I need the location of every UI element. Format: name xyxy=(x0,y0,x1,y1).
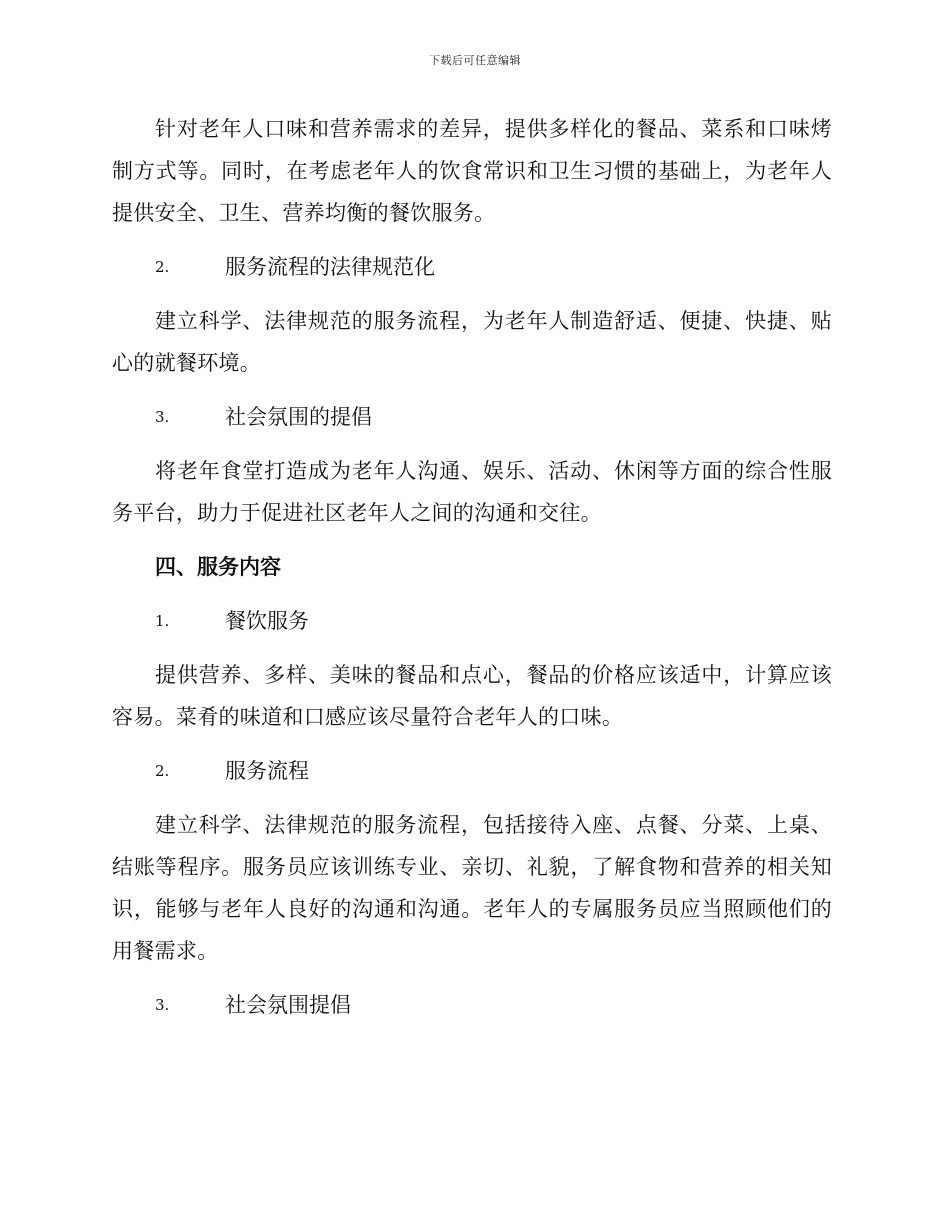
section-heading: 四、服务内容 xyxy=(155,554,281,579)
paragraph: 针对老年人口味和营养需求的差异，提供多样化的餐品、菜系和口味烤制方式等。同时，在考虑老年人的饮食常识和卫生习惯的基础上，为老年人提供安全、卫生、营养均衡的餐饮服务。 xyxy=(112,117,832,225)
spacer xyxy=(112,234,832,246)
document-body xyxy=(112,108,832,1026)
numbered-heading xyxy=(112,984,832,1026)
paragraph: 提供营养、多样、美味的餐品和点心，餐品的价格应该适中，计算应该容易。菜肴的味道和口感应该尽量符合老年人的口味。 xyxy=(112,663,832,729)
spacer xyxy=(112,384,832,396)
numbered-heading xyxy=(112,750,832,792)
paragraph: 建立科学、法律规范的服务流程，为老年人制造舒适、便捷、快捷、贴心的就餐环境。 xyxy=(112,309,832,375)
list-number: 1. xyxy=(155,612,170,630)
list-title: 服务流程的法律规范化 xyxy=(225,255,435,279)
spacer xyxy=(112,792,832,804)
list-number: 3. xyxy=(155,408,170,426)
spacer xyxy=(112,738,832,750)
spacer xyxy=(112,588,832,600)
numbered-heading xyxy=(112,246,832,288)
list-title: 服务流程 xyxy=(225,759,309,783)
list-number: 2. xyxy=(155,762,170,780)
numbered-heading xyxy=(112,396,832,438)
list-title: 餐饮服务 xyxy=(225,609,309,633)
spacer xyxy=(112,642,832,654)
spacer xyxy=(112,288,832,300)
paragraph: 建立科学、法律规范的服务流程，包括接待入座、点餐、分菜、上桌、结账等程序。服务员应该训练专业、亲切、礼貌，了解食物和营养的相关知识，能够与老年人良好的沟通和沟通。老年人的专属服务员应当照顾他们的用餐需求。 xyxy=(112,813,832,963)
list-number: 3. xyxy=(155,996,170,1014)
spacer xyxy=(112,438,832,450)
list-title: 社会氛围提倡 xyxy=(225,993,351,1017)
list-number: 2. xyxy=(155,258,170,276)
spacer xyxy=(112,972,832,984)
spacer xyxy=(112,534,832,546)
paragraph: 将老年食堂打造成为老年人沟通、娱乐、活动、休闲等方面的综合性服务平台，助力于促进社区老年人之间的沟通和交往。 xyxy=(112,459,832,525)
list-title: 社会氛围的提倡 xyxy=(225,405,372,429)
page-header: 下载后可任意编辑 xyxy=(429,54,521,67)
numbered-heading xyxy=(112,600,832,642)
